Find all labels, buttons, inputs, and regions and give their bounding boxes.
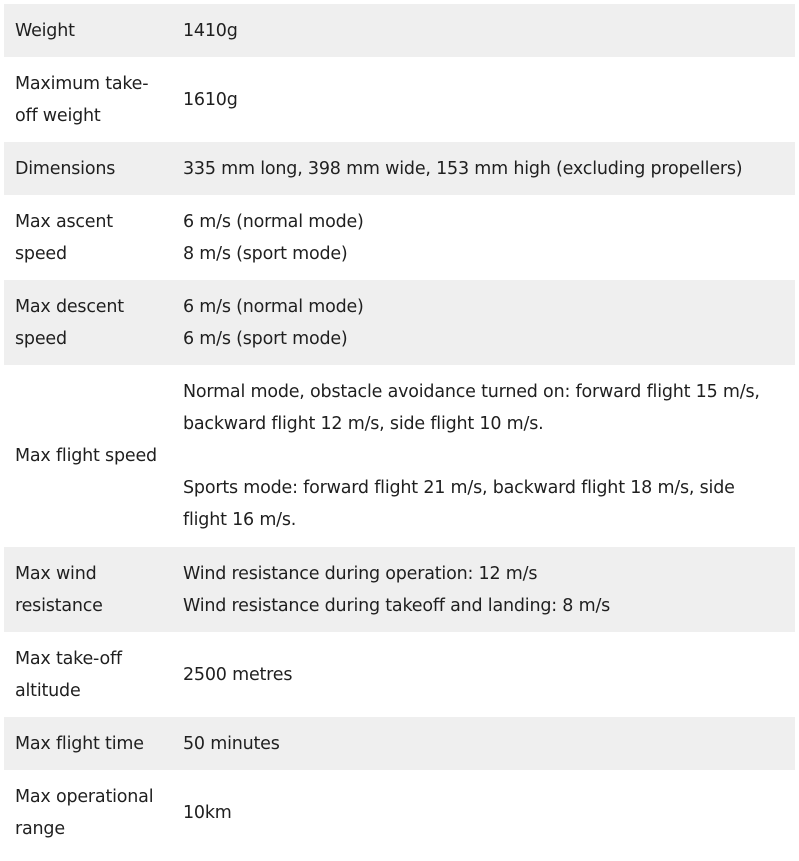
- spec-value-paragraph: [183, 472, 785, 536]
- spec-value-line: Normal mode, obstacle avoidance turned on: forward flight 15 m/s,: [183, 382, 760, 402]
- spec-value: [172, 142, 795, 195]
- spec-row-max-wind-resistance: [4, 547, 795, 632]
- spec-label: [4, 770, 172, 855]
- spec-value-paragraph: [183, 15, 785, 47]
- spec-label-line: off weight: [15, 105, 101, 126]
- spec-label-line: Max take-off: [15, 648, 122, 669]
- spec-label-line: Maximum take-: [15, 73, 149, 94]
- spec-value-line: 6 m/s (normal mode): [183, 296, 364, 317]
- spec-value-line: 8 m/s (sport mode): [183, 243, 348, 264]
- spec-value-paragraph: [183, 797, 785, 829]
- spec-label-line: Max descent: [15, 296, 124, 317]
- spec-value-line: 6 m/s (sport mode): [183, 328, 348, 349]
- spec-table-body: [4, 4, 795, 855]
- spec-row-max-descent-speed: [4, 280, 795, 365]
- spec-row-max-takeoff-weight: [4, 57, 795, 142]
- spec-value-line: Sports mode: forward flight 21 m/s, backward flight 18 m/s, side: [183, 478, 735, 498]
- spec-label-line: Weight: [15, 20, 75, 41]
- spec-label: [4, 142, 172, 195]
- spec-label: [4, 4, 172, 57]
- spec-label: [4, 57, 172, 142]
- spec-value-line: 2500 metres: [183, 664, 293, 685]
- spec-row-max-operational-range: [4, 770, 795, 855]
- spec-label-line: Max flight time: [15, 733, 144, 754]
- spec-value-line: 1610g: [183, 89, 238, 110]
- spec-label-line: Max wind: [15, 563, 97, 584]
- spec-row-max-flight-time: [4, 717, 795, 770]
- spec-value: [172, 4, 795, 57]
- spec-value-paragraph: [183, 291, 785, 355]
- spec-row-max-ascent-speed: [4, 195, 795, 280]
- spec-value-paragraph: [183, 153, 785, 185]
- spec-value-line: backward flight 12 m/s, side flight 10 m/s.: [183, 414, 544, 434]
- spec-row-dimensions: [4, 142, 795, 195]
- spec-label: [4, 280, 172, 365]
- spec-value-paragraph: [183, 206, 785, 270]
- spec-value-paragraph: [183, 558, 785, 622]
- spec-value: [172, 632, 795, 717]
- spec-label-line: Max ascent: [15, 211, 113, 232]
- spec-value-line: Wind resistance during operation: 12 m/s: [183, 563, 538, 584]
- spec-value: [172, 280, 795, 365]
- spec-label-line: speed: [15, 243, 67, 264]
- spec-label-line: Max operational: [15, 786, 154, 807]
- spec-row-max-takeoff-altitude: [4, 632, 795, 717]
- spec-value-line: 335 mm long, 398 mm wide, 153 mm high (excluding propellers): [183, 158, 743, 179]
- spec-label: [4, 717, 172, 770]
- spec-label-line: resistance: [15, 595, 103, 616]
- spec-value-paragraph: [183, 728, 785, 760]
- spec-label-line: altitude: [15, 680, 81, 701]
- spec-value-line: 1410g: [183, 20, 238, 41]
- spec-value: [172, 195, 795, 280]
- spec-value-line: flight 16 m/s.: [183, 510, 297, 530]
- spec-value-line: 10km: [183, 802, 232, 823]
- spec-value: [172, 57, 795, 142]
- spec-value-paragraph: [183, 84, 785, 116]
- spec-label: [4, 195, 172, 280]
- spec-value-line: Wind resistance during takeoff and landing: 8 m/s: [183, 595, 611, 616]
- spec-value: [172, 717, 795, 770]
- spec-value-line: 50 minutes: [183, 733, 280, 754]
- spec-value: [172, 547, 795, 632]
- spec-label-line: Dimensions: [15, 158, 116, 179]
- spec-value: [172, 365, 795, 547]
- spec-row-weight: [4, 4, 795, 57]
- spec-label: [4, 632, 172, 717]
- spec-label: [4, 365, 172, 547]
- spec-value-line: 6 m/s (normal mode): [183, 211, 364, 232]
- spec-row-max-flight-speed: [4, 365, 795, 547]
- spec-label: [4, 547, 172, 632]
- spec-label-line: Max flight speed: [15, 446, 157, 466]
- spec-label-line: speed: [15, 328, 67, 349]
- spec-table: [4, 4, 795, 855]
- spec-value: [172, 770, 795, 855]
- spec-value-paragraph: [183, 376, 785, 440]
- spec-value-paragraph: [183, 659, 785, 691]
- spec-label-line: range: [15, 818, 65, 839]
